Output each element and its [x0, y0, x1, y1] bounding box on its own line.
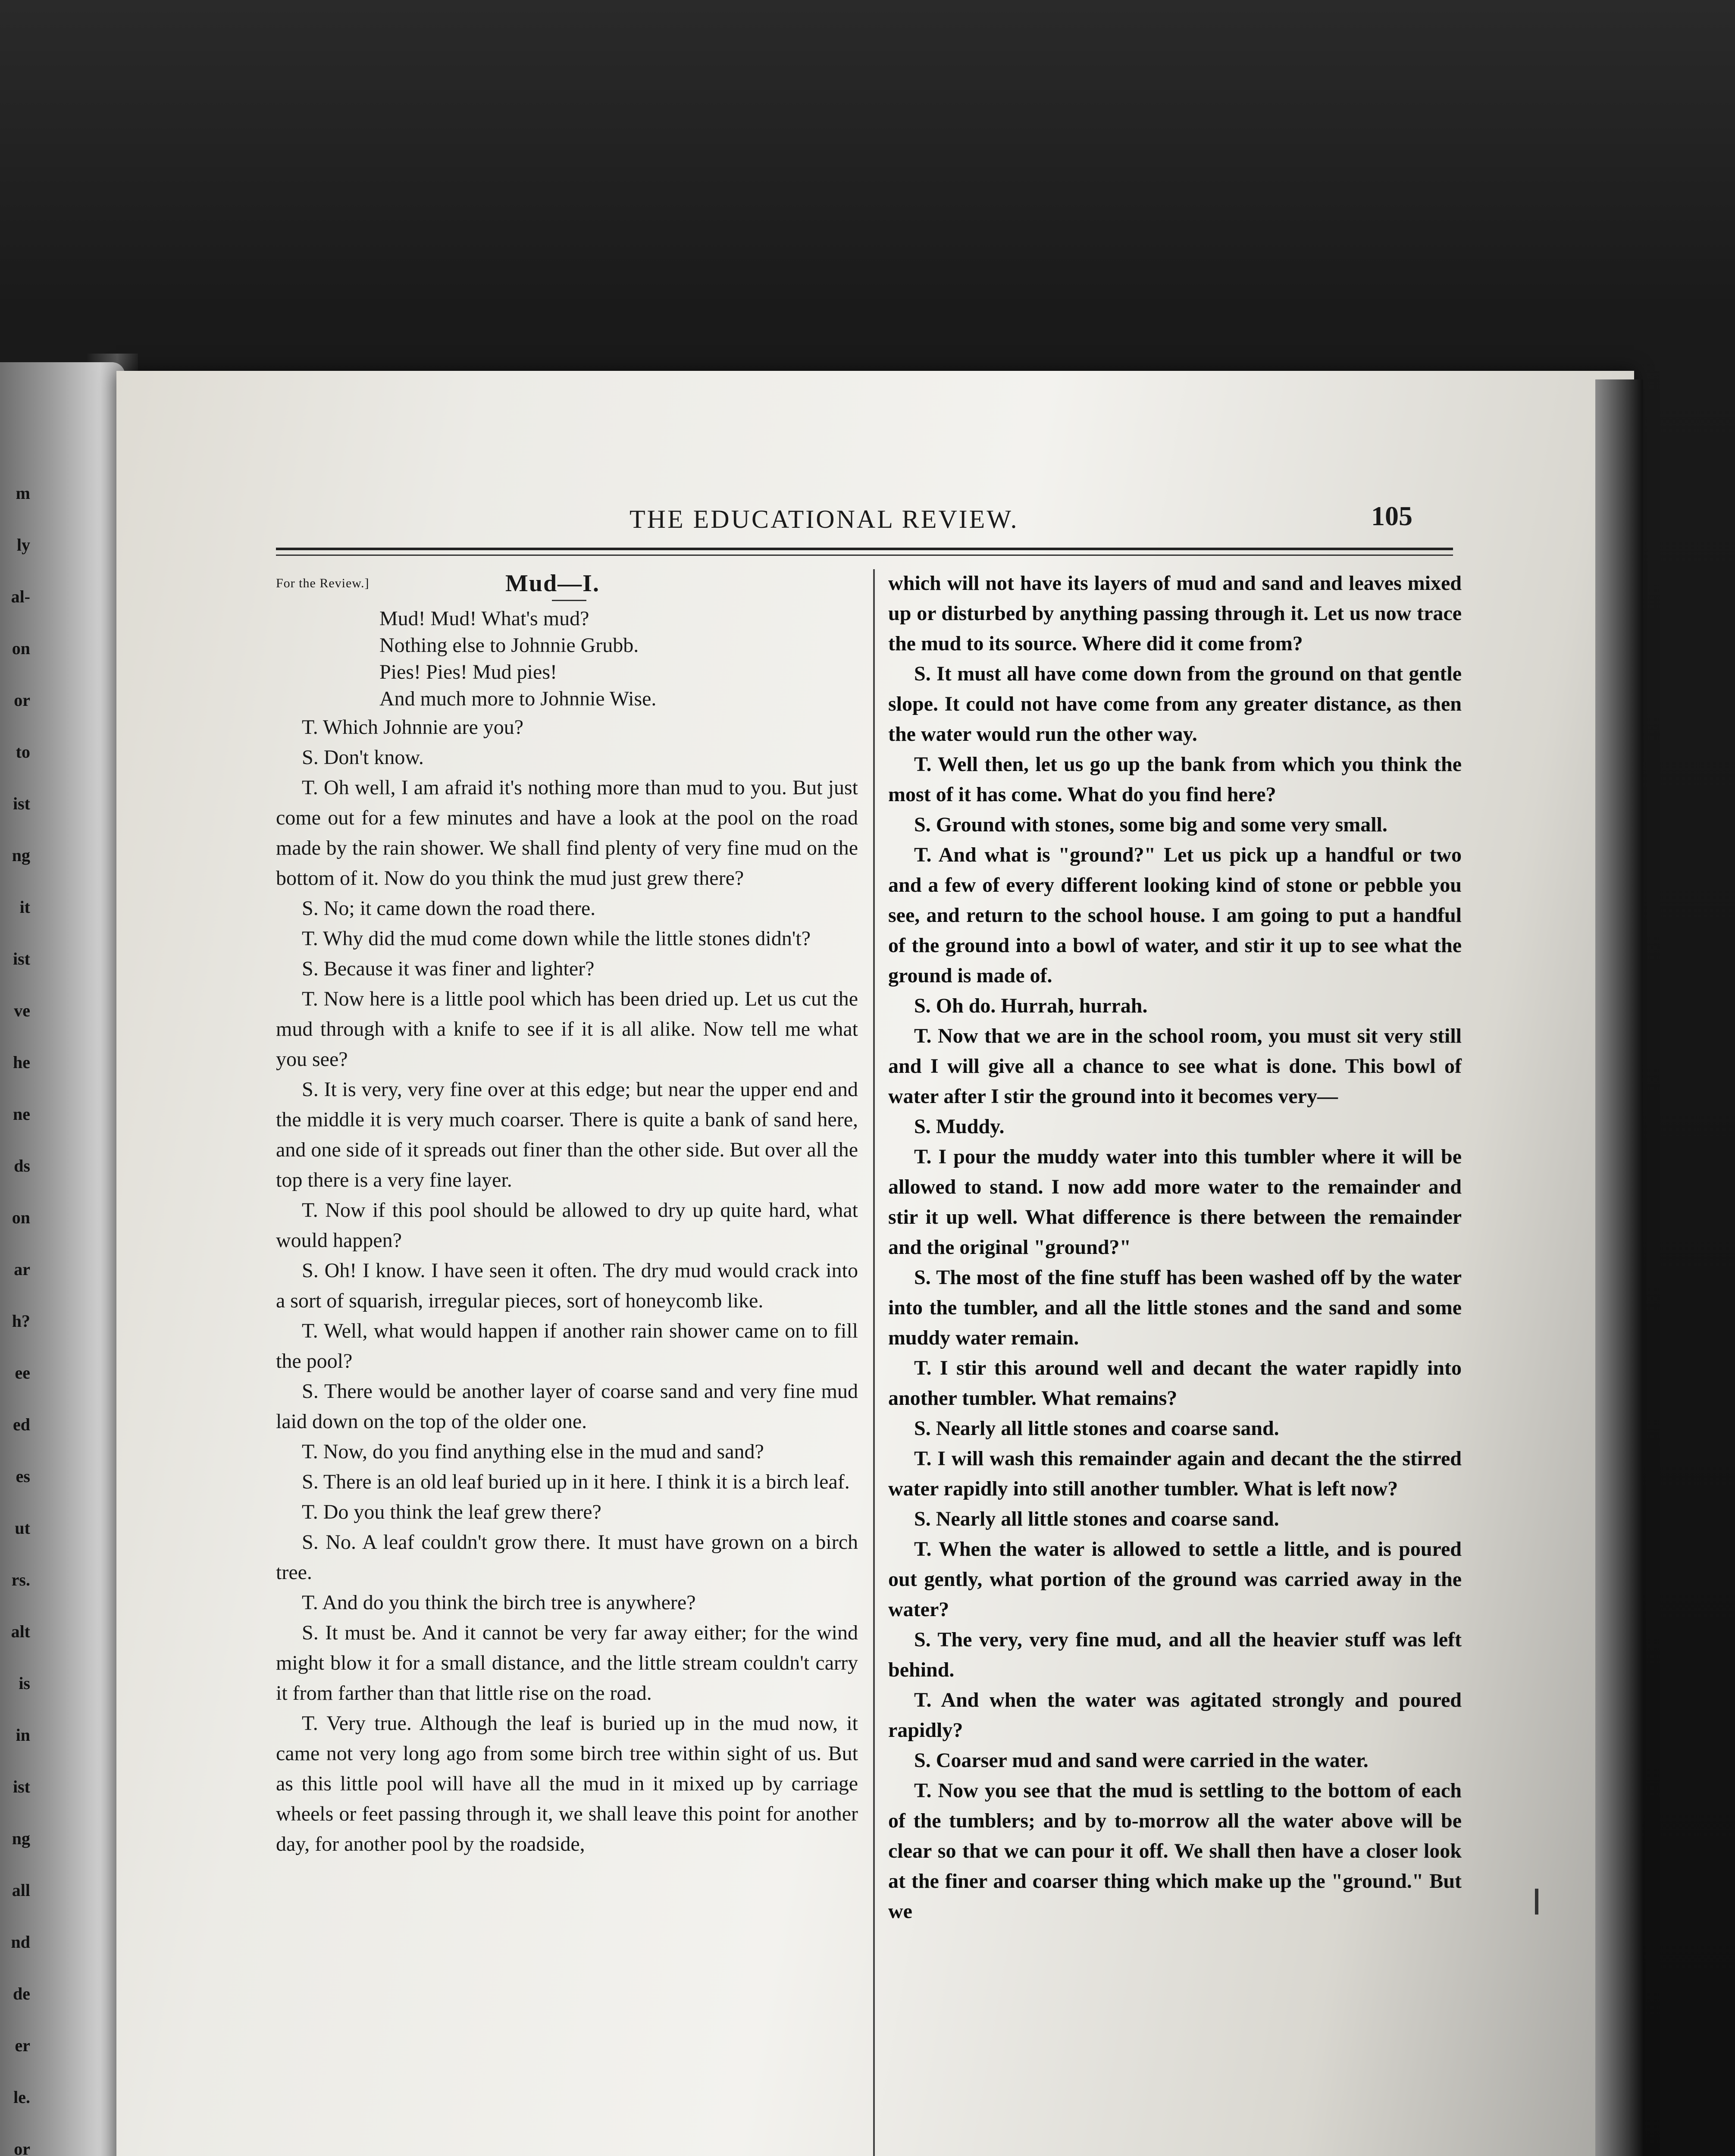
paragraph: T. Now if this pool should be allowed to dry up quite hard, what would happen?	[276, 1199, 858, 1252]
previous-page-fragment: is	[19, 1673, 30, 1693]
paragraph: T. Well then, let us go up the bank from which you think the most of it has come. What do you find here?	[888, 753, 1462, 806]
previous-page-fragment: ne	[13, 1104, 30, 1124]
paragraph: S. Muddy.	[914, 1115, 1005, 1138]
paragraph: S. No; it came down the road there.	[302, 897, 596, 920]
paragraph: T. Now that we are in the school room, you must sit very still and I will give all a chance to see what is done. This bowl of water after I stir the ground into it becomes very—	[888, 1025, 1462, 1108]
previous-page-fragment: ist	[13, 1777, 30, 1796]
paragraph: S. No. A leaf couldn't grow there. It must have grown on a birch tree.	[276, 1531, 858, 1584]
paragraph: T. And what is "ground?" Let us pick up a handful or two and a few of every different looking kind of stone or pebble you see, and return to the school house. I am going to put a handful of the ground into a bowl of water, and stir it up to see what the ground is made of.	[888, 843, 1462, 987]
previous-page-fragment: er	[15, 2036, 30, 2055]
previous-page-fragment: ist	[13, 794, 30, 813]
paragraph: S. Because it was finer and lighter?	[302, 957, 595, 980]
left-column-paragraphs	[276, 712, 858, 1859]
paragraph: S. Don't know.	[302, 746, 424, 769]
paragraph: S. The very, very fine mud, and all the heavier stuff was left behind.	[888, 1628, 1462, 1681]
previous-page-fragment: to	[16, 742, 30, 761]
poem-line: Nothing else to Johnnie Grubb.	[379, 634, 639, 657]
previous-page-fragment: ut	[15, 1518, 30, 1538]
previous-page-fragment: in	[16, 1725, 30, 1745]
page-margin-mark	[1535, 1889, 1538, 1915]
previous-page-fragment: h?	[12, 1311, 30, 1331]
previous-page-fragment: ist	[13, 949, 30, 968]
previous-page-fragment: on	[12, 1208, 30, 1227]
paragraph: T. And when the water was agitated strongly and poured rapidly?	[888, 1689, 1462, 1742]
previous-page-fragment: alt	[11, 1622, 30, 1641]
poem	[276, 605, 858, 712]
previous-page-fragment: it	[19, 897, 30, 917]
previous-page-fragment: ed	[13, 1415, 30, 1434]
previous-page-fragment: ds	[14, 1156, 30, 1175]
previous-page-fragment: de	[13, 1984, 30, 2003]
previous-page-fragment: es	[16, 1467, 30, 1486]
paragraph: T. Well, what would happen if another rain shower came on to fill the pool?	[276, 1319, 858, 1373]
paragraph: S. The most of the fine stuff has been washed off by the water into the tumbler, and all the little stones and the sand and some muddy water remain.	[888, 1266, 1462, 1349]
paragraph: T. I will wash this remainder again and decant the the stirred water rapidly into still another tumbler. What is left now?	[888, 1447, 1462, 1500]
left-column	[276, 568, 858, 1859]
paragraph: T. Oh well, I am afraid it's nothing more than mud to you. But just come out for a few minutes and have a look at the pool on the road made by the rain shower. We shall find plenty of very fine mud on the bottom of it. Now do you think the mud just grew there?	[276, 776, 858, 890]
previous-page-fragment: ee	[15, 1363, 30, 1382]
paragraph: S. Oh do. Hurrah, hurrah.	[914, 994, 1148, 1017]
paragraph: S. It must all have come down from the ground on that gentle slope. It could not have come from any greater distance, as then the water would run the other way.	[888, 662, 1462, 746]
section-note: For the Review.]	[276, 576, 370, 590]
paragraph: S. Coarser mud and sand were carried in the water.	[914, 1749, 1369, 1772]
paragraph: T. Why did the mud come down while the little stones didn't?	[302, 927, 811, 950]
paragraph: S. There is an old leaf buried up in it here. I think it is a birch leaf.	[302, 1470, 850, 1493]
paragraph: S. Ground with stones, some big and some very small.	[914, 813, 1387, 836]
paragraph: T. Very true. Although the leaf is buried up in the mud now, it came not very long ago from some birch tree within sight of us. But as this little pool will have all the mud in it mixed up by carriage wheels or feet passing through it, we shall leave this point for another day, for another pool by the roadside,	[276, 1712, 858, 1855]
previous-page-fragment: or	[14, 690, 30, 710]
paragraph: T. And do you think the birch tree is anywhere?	[302, 1591, 696, 1614]
page-number: 105	[1371, 501, 1412, 531]
poem-line: Mud! Mud! What's mud?	[379, 607, 589, 630]
previous-page-fragment: ly	[16, 535, 30, 555]
previous-page-fragment: rs.	[11, 1570, 30, 1589]
paragraph: S. Nearly all little stones and coarse sand.	[914, 1507, 1279, 1530]
paragraph: T. Which Johnnie are you?	[302, 716, 524, 739]
column-divider	[873, 569, 875, 2156]
header-rule-secondary	[276, 555, 1453, 556]
running-header-title: THE EDUCATIONAL REVIEW.	[629, 505, 1019, 533]
paragraph: S. It must be. And it cannot be very far away either; for the wind might blow it for a small distance, and the little stream couldn't carry it from farther than that little rise on the road.	[276, 1621, 858, 1705]
previous-page-fragment: m	[16, 483, 30, 503]
article-heading	[276, 568, 858, 600]
previous-page-fragment: al-	[11, 587, 30, 606]
paragraph: T. Now here is a little pool which has been dried up. Let us cut the mud through with a knife to see if it is all alike. Now tell me what you see?	[276, 987, 858, 1071]
previous-page-fragment: le.	[13, 2087, 30, 2107]
page-right-edge-shadow	[1595, 379, 1643, 2156]
paragraph: S. Oh! I know. I have seen it often. The dry mud would crack into a sort of squarish, irregular pieces, sort of honeycomb like.	[276, 1259, 858, 1312]
paragraph: T. Do you think the leaf grew there?	[302, 1501, 601, 1523]
previous-page-fragment: he	[13, 1053, 30, 1072]
header-rule	[276, 548, 1453, 550]
paragraph: which will not have its layers of mud and sand and leaves mixed up or disturbed by anything passing through it. Let us now trace the mud to its source. Where did it come from?	[888, 572, 1462, 655]
previous-page-fragment: all	[12, 1880, 30, 1900]
poem-line: Pies! Pies! Mud pies!	[379, 661, 557, 683]
paragraph: T. I pour the muddy water into this tumbler where it will be allowed to stand. I now add more water to the remainder and stir it up well. What difference is there between the remainder and the original "ground?"	[888, 1145, 1462, 1259]
previous-page-fragment: nd	[11, 1932, 30, 1952]
right-column	[888, 568, 1462, 1927]
title-rule	[552, 600, 586, 601]
previous-page-fragment: ng	[12, 1829, 30, 1848]
previous-page-text-fragments	[0, 483, 30, 2156]
paragraph: S. Nearly all little stones and coarse sand.	[914, 1417, 1279, 1440]
previous-page-fragment: ng	[12, 846, 30, 865]
article-title: Mud—I.	[505, 570, 600, 597]
paragraph: S. There would be another layer of coarse sand and very fine mud laid down on the top of the older one.	[276, 1380, 858, 1433]
paragraph: T. When the water is allowed to settle a little, and is poured out gently, what portion of the ground was carried away in the water?	[888, 1538, 1462, 1621]
poem-line: And much more to Johnnie Wise.	[379, 687, 657, 710]
paragraph: T. Now, do you find anything else in the mud and sand?	[302, 1440, 764, 1463]
paragraph: S. It is very, very fine over at this edge; but near the upper end and the middle it is very much coarser. There is quite a bank of sand here, and one side of it spreads out finer than the other side. But over all the top there is a very fine layer.	[276, 1078, 858, 1191]
previous-page-fragment: or	[14, 2139, 30, 2156]
paragraph: T. Now you see that the mud is settling to the bottom of each of the tumblers; and by to-morrow all the water above will be clear so that we can pour it off. We shall then have a closer look at the finer and coarser thing which make up the "ground." But we	[888, 1779, 1462, 1923]
previous-page-fragment: ar	[14, 1260, 30, 1279]
previous-page-fragment: ve	[14, 1001, 30, 1020]
paragraph: T. I stir this around well and decant the water rapidly into another tumbler. What remains?	[888, 1357, 1462, 1410]
previous-page-fragment: on	[12, 639, 30, 658]
